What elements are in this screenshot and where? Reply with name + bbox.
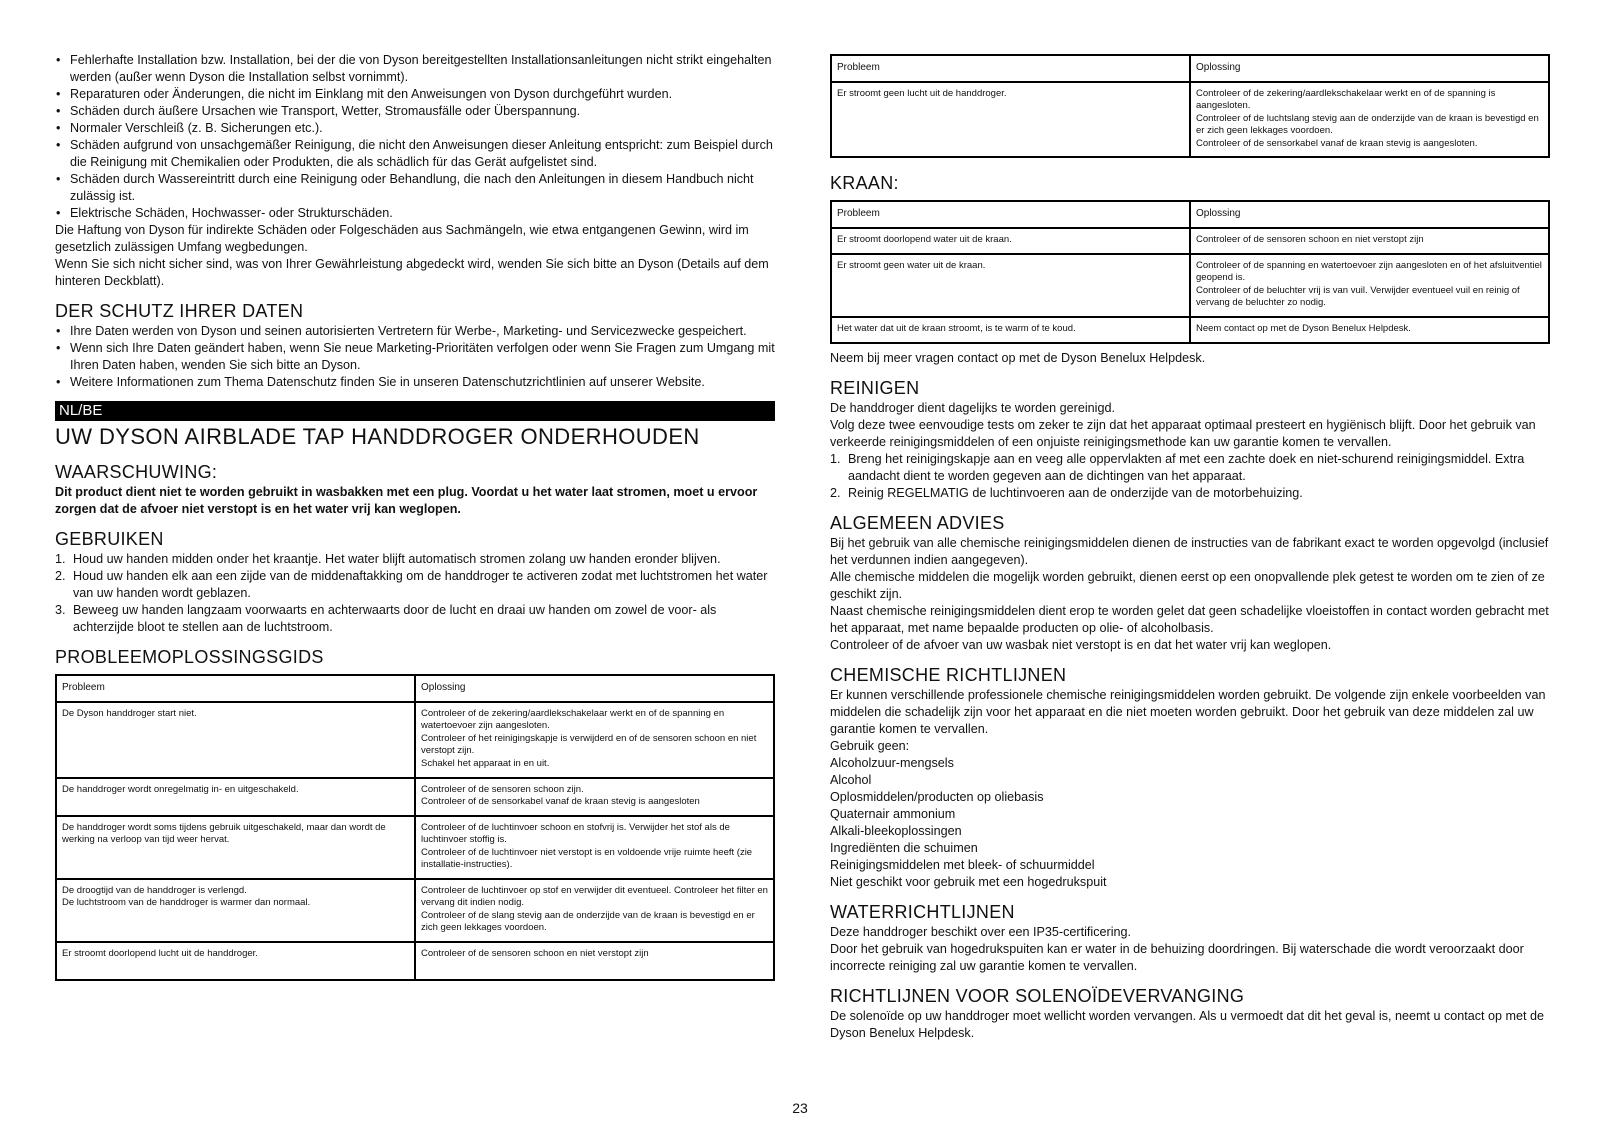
column-header-problem: Probleem (831, 55, 1190, 82)
column-header-problem: Probleem (56, 675, 415, 702)
solution-cell (415, 702, 774, 778)
warning-text: Dit product dient niet te worden gebruikt in wasbakken met een plug. Voordat u het water laat stromen, moet u ervoor zorgen dat de afvoer niet verstopt is en het water vrij kan weglopen. (55, 485, 758, 516)
chemical-list (830, 755, 1550, 874)
pressure-washer-note: Niet geschikt voor gebruik met een hogedrukspuit (830, 874, 1107, 889)
list-item: Alcoholzuur-mengsels (830, 755, 954, 770)
do-not-use-label: Gebruik geen: (830, 738, 910, 753)
cell-line: De Dyson handdroger start niet. (62, 707, 197, 719)
cell-line: Controleer of de sensoren schoon en niet verstopt zijn (421, 947, 649, 959)
problem-cell (56, 879, 415, 942)
table-row (831, 228, 1549, 254)
cell-line: Neem contact op met de Dyson Benelux Helpdesk. (1196, 322, 1411, 334)
language-bar: NL/BE (55, 401, 775, 421)
cell-line: Er stroomt geen water uit de kraan. (837, 259, 986, 271)
cell-line: Controleer of de zekering/aardlekschakelaar werkt en of de spanning is aangesloten. (1196, 87, 1496, 111)
column-header-solution: Oplossing (1190, 201, 1549, 228)
liability-text: Die Haftung von Dyson für indirekte Schäden oder Folgeschäden aus Sachmängeln, wie etwa entgangenen Gewinn, wird im gesetzlich zulässigen Umfang wegbedungen. (55, 223, 749, 254)
problem-cell (56, 816, 415, 879)
use-heading: GEBRUIKEN (55, 529, 164, 549)
data-protection-list (55, 323, 775, 391)
solution-cell (415, 942, 774, 980)
list-item: • Normaler Verschleiß (z. B. Sicherungen etc.). (55, 120, 775, 137)
tap-heading: KRAAN: (830, 173, 899, 193)
solution-cell (1190, 228, 1549, 254)
table-header-row (831, 55, 1549, 82)
cell-line: Controleer of de luchtslang stevig aan de onderzijde van de kraan is bevestigd en er zich geen lekkages voordoen. (1196, 112, 1539, 136)
solution-cell (1190, 82, 1549, 158)
problem-cell (831, 228, 1190, 254)
water-text-1: Deze handdroger beschikt over een IP35-certificering. (830, 924, 1132, 939)
advice-paragraph: Naast chemische reinigingsmiddelen dient erop te worden gelet dat geen schadelijke vloeistoffen in contact worden gebracht met het apparaat, met name bepaalde producten op olie- of alcoholbasis. (830, 603, 1549, 635)
cell-line: Er stroomt doorlopend water uit de kraan. (837, 233, 1012, 245)
problem-cell (56, 942, 415, 980)
step-text: Beweeg uw handen langzaam voorwaarts en achterwaarts door de lucht en draai uw handen om zowel de voor- als achterzijde bloot te stellen aan de luchtstroom. (73, 603, 717, 634)
advice-paragraph: Alle chemische middelen die mogelijk worden gebruikt, dienen eerst op een onopvallende plek getest te worden om te zien of ze geschikt zijn. (830, 569, 1545, 601)
main-title: UW DYSON AIRBLADE TAP HANDDROGER ONDERHOUDEN (55, 424, 700, 449)
solution-cell (1190, 317, 1549, 343)
left-column (55, 52, 775, 981)
troubleshoot-heading: PROBLEEMOPLOSSINGSGIDS (55, 647, 324, 667)
solution-cell (415, 816, 774, 879)
step-number: 1. (55, 552, 66, 566)
list-item: • Reparaturen oder Änderungen, die nicht im Einklang mit den Anweisungen von Dyson durchgeführt wurden. (55, 86, 775, 103)
clean-steps-list (830, 451, 1550, 502)
table-header-row (56, 675, 774, 702)
step-text: Breng het reinigingskapje aan en veeg alle oppervlakten af met een zachte doek en niet-schurend reinigingsmiddel. Extra aandacht dient te worden gegeven aan de dichtingen van het apparaat. (848, 451, 1525, 483)
list-item: • Wenn sich Ihre Daten geändert haben, wenn Sie neue Marketing-Prioritäten verfolgen oder wenn Sie Fragen zum Umgang mit Ihren Daten haben, wenden Sie sich bitte an Dyson. (55, 340, 775, 374)
step-number: 2. (55, 569, 66, 583)
cell-line: Schakel het apparaat in en uit. (421, 757, 550, 769)
cell-line: Controleer of de spanning en watertoevoer zijn aangesloten en of het afsluitventiel geopend is. (1196, 259, 1542, 283)
warranty-exclusions-list (55, 52, 775, 222)
cell-line: Er stroomt doorlopend lucht uit de handdroger. (62, 947, 258, 959)
step-text: Houd uw handen elk aan een zijde van de middenaftakking om de handdroger te activeren zodat met luchtstromen het water van uw handen wordt geblazen. (73, 569, 768, 600)
cell-line: Het water dat uit de kraan stroomt, is te warm of te koud. (837, 322, 1076, 334)
solenoid-heading: RICHTLIJNEN VOOR SOLENOÏDEVERVANGING (830, 985, 1245, 1006)
cell-line: Controleer of de slang stevig aan de onderzijde van de kraan is bevestigd en er zich geen lekkages voordoen. (421, 909, 755, 933)
cell-line: De droogtijd van de handdroger is verlengd. (62, 884, 247, 896)
table-row (831, 82, 1549, 158)
cell-line: De luchtstroom van de handdroger is warmer dan normaal. (62, 897, 311, 908)
use-steps-list (55, 551, 775, 636)
list-item: • Schäden aufgrund von unsachgemäßer Reinigung, die nicht den Anweisungen dieser Anleitung entspricht: zum Beispiel durch die Reinigung mit Chemikalien oder Produkten, die als schädlich für das Gerät aufgelistet sind. (55, 137, 775, 171)
advice-paragraph: Bij het gebruik van alle chemische reinigingsmiddelen dienen de instructies van de fabrikant exact te worden opgevolgd (inclusief het verdunnen indien aangegeven). (830, 535, 1549, 567)
warning-heading: WAARSCHUWING: (55, 462, 218, 482)
table-row (56, 778, 774, 816)
cell-line: Controleer of de beluchter vrij is van vuil. Verwijder eventueel vuil en reinig of vervang de beluchter zo nodig. (1196, 284, 1520, 308)
table-row (831, 254, 1549, 317)
table-row (56, 816, 774, 879)
cell-line: Controleer of de sensorkabel vanaf de kraan stevig is aangesloten. (1196, 137, 1478, 149)
chemical-text: Er kunnen verschillende professionele chemische reinigingsmiddelen worden gebruikt. De volgende zijn enkele voorbeelden van middelen die schadelijk zijn voor het apparaat en die niet moeten worden gebruikt. Door het gebruik van deze middelen zal uw garantie komen te vervallen. (830, 687, 1546, 736)
problem-cell (831, 317, 1190, 343)
solution-cell (415, 778, 774, 816)
cell-line: Controleer of de zekering/aardlekschakelaar werkt en of de spanning en watertoevoer zijn aangesloten. (421, 707, 725, 731)
column-header-solution: Oplossing (1190, 55, 1549, 82)
cell-line: Controleer of de sensoren schoon en niet verstopt zijn (1196, 233, 1424, 245)
list-item: • Elektrische Schäden, Hochwasser- oder Strukturschäden. (55, 205, 775, 222)
clean-heading: REINIGEN (830, 377, 920, 398)
right-column (830, 54, 1550, 1042)
list-item: • Ihre Daten werden von Dyson und seinen autorisierten Vertretern für Werbe-, Marketing- und Servicezwecke gespeichert. (55, 323, 775, 340)
cell-line: Controleer of het reinigingskapje is verwijderd en of de sensoren schoon en niet verstopt zijn. (421, 732, 757, 756)
water-heading: WATERRICHTLIJNEN (830, 901, 1015, 922)
list-item: • Fehlerhafte Installation bzw. Installation, bei der die von Dyson bereitgestellten Installationsanleitungen nicht strikt eingehalten werden (außer wenn Dyson die Installation selbst vornimmt). (55, 52, 775, 86)
list-item (55, 551, 775, 568)
step-text: Reinig REGELMATIG de luchtinvoeren aan de onderzijde van de motorbehuizing. (848, 485, 1303, 500)
list-item: Ingrediënten die schuimen (830, 840, 978, 855)
advice-paragraph: Controleer of de afvoer van uw wasbak niet verstopt is en dat het water vrij kan weglopen. (830, 637, 1332, 652)
step-number: 2. (830, 485, 841, 500)
cell-line: De handdroger wordt onregelmatig in- en uitgeschakeld. (62, 783, 299, 795)
table-row (831, 317, 1549, 343)
list-item (830, 451, 1550, 485)
cell-line: Controleer of de luchtinvoer niet verstopt is en voldoende vrije ruimte heeft (zie installatie-instructies). (421, 846, 753, 870)
cell-line: Er stroomt geen lucht uit de handdroger. (837, 87, 1007, 99)
solution-cell (415, 879, 774, 942)
clean-text-1: De handdroger dient dagelijks te worden gereinigd. (830, 400, 1115, 415)
table-header-row (831, 201, 1549, 228)
cell-line: Controleer of de sensoren schoon zijn. (421, 783, 584, 795)
solenoid-text: De solenoïde op uw handdroger moet wellicht worden vervangen. Als u vermoedt dat dit het geval is, neemt u contact op met de Dyson Benelux Helpdesk. (830, 1008, 1545, 1040)
data-protection-heading: DER SCHUTZ IHRER DATEN (55, 301, 304, 321)
cell-line: Controleer of de luchtinvoer schoon en stofvrij is. Verwijder het stof als de luchtinvoer stoffig is. (421, 821, 730, 845)
tap-table (830, 200, 1550, 344)
step-number: 3. (55, 603, 66, 617)
cell-line: De handdroger wordt soms tijdens gebruik uitgeschakeld, maar dan wordt de werking na verloop van tijd weer hervat. (62, 821, 386, 845)
list-item (55, 568, 775, 602)
list-item (55, 602, 775, 636)
column-header-solution: Oplossing (415, 675, 774, 702)
list-item: Reinigingsmiddelen met bleek- of schuurmiddel (830, 857, 1095, 872)
solution-cell (1190, 254, 1549, 317)
problem-cell (831, 254, 1190, 317)
table-row (56, 942, 774, 980)
list-item: Alkali-bleekoplossingen (830, 823, 962, 838)
water-text-2: Door het gebruik van hogedrukspuiten kan er water in de behuizing doordringen. Bij waterschade die wordt veroorzaakt door incorrecte reiniging zal uw garantie komen te vervallen. (830, 941, 1524, 973)
problem-cell (56, 702, 415, 778)
list-item: • Schäden durch Wassereintritt durch eine Reinigung oder Behandlung, die nach den Anleitungen in diesem Handbuch nicht zulässig ist. (55, 171, 775, 205)
list-item: • Weitere Informationen zum Thema Datenschutz finden Sie in unseren Datenschutzrichtlinien auf unserer Website. (55, 374, 775, 391)
problem-cell (56, 778, 415, 816)
clean-text-2: Volg deze twee eenvoudige tests om zeker te zijn dat het apparaat optimaal presteert en hygiënisch blijft. Door het gebruik van verkeerde reinigingsmiddelen of een onjuiste reinigingsmethode kan uw garantie komen te vervallen. (830, 417, 1536, 449)
list-item: Quaternair ammonium (830, 806, 956, 821)
advice-heading: ALGEMEEN ADVIES (830, 512, 1005, 533)
helpdesk-text: Neem bij meer vragen contact op met de Dyson Benelux Helpdesk. (830, 350, 1206, 365)
table-row (56, 879, 774, 942)
list-item (830, 485, 1550, 502)
page-number: 23 (792, 1100, 808, 1116)
unsure-text: Wenn Sie sich nicht sicher sind, was von Ihrer Gewährleistung abgedeckt wird, wenden Sie sich bitte an Dyson (Details auf dem hinteren Deckblatt). (55, 257, 769, 288)
step-text: Houd uw handen midden onder het kraantje. Het water blijft automatisch stromen zolang uw handen eronder blijven. (73, 552, 721, 566)
troubleshoot-table-continued (830, 54, 1550, 158)
cell-line: Controleer de luchtinvoer op stof en verwijder dit eventueel. Controleer het filter en vervang dit indien nodig. (421, 884, 768, 908)
list-item: Oplosmiddelen/producten op oliebasis (830, 789, 1044, 804)
chemical-heading: CHEMISCHE RICHTLIJNEN (830, 664, 1067, 685)
cell-line: Controleer of de sensorkabel vanaf de kraan stevig is aangesloten (421, 796, 700, 807)
problem-cell (831, 82, 1190, 158)
column-header-problem: Probleem (831, 201, 1190, 228)
table-row (56, 702, 774, 778)
step-number: 1. (830, 451, 841, 466)
list-item: • Schäden durch äußere Ursachen wie Transport, Wetter, Stromausfälle oder Überspannung. (55, 103, 775, 120)
list-item: Alcohol (830, 772, 872, 787)
troubleshoot-table (55, 674, 775, 981)
